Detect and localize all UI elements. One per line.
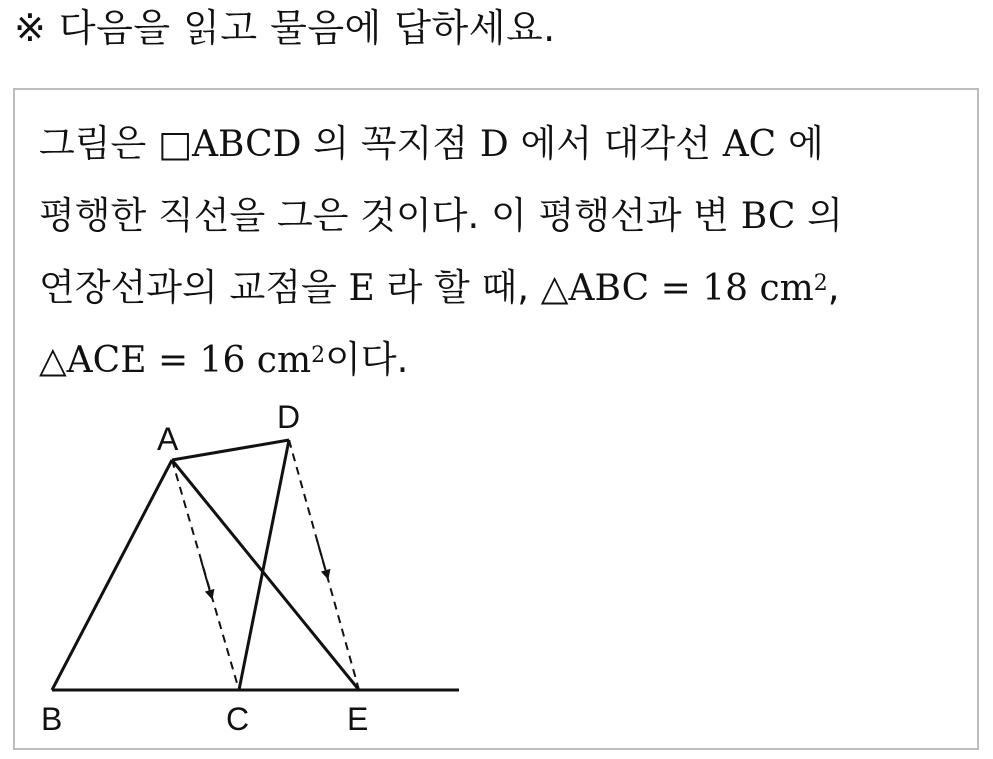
area-abc-text: △ABC = 18 cm	[540, 268, 814, 309]
problem-line-4	[39, 324, 969, 396]
text-segment: 에	[776, 122, 824, 165]
arrow-ac	[201, 560, 211, 595]
label-b: B	[41, 701, 63, 737]
area-ace-text: △ACE = 16 cm	[39, 340, 312, 381]
math-segment-bc: BC	[740, 196, 796, 237]
segment-ae	[172, 460, 359, 690]
side-ab	[52, 460, 172, 690]
side-dc	[239, 440, 289, 690]
label-d: D	[277, 399, 301, 435]
text-segment: 이다.	[325, 338, 409, 381]
label-e: E	[347, 701, 369, 737]
text-segment: 연장선과의 교점을	[39, 266, 349, 309]
math-quadrilateral-abcd: □ABCD	[158, 124, 302, 165]
math-point-d: D	[479, 124, 509, 165]
label-c: C	[226, 701, 250, 737]
problem-line-3	[39, 252, 969, 324]
math-point-e: E	[348, 268, 375, 309]
side-ad	[172, 440, 289, 460]
superscript: 2	[311, 343, 326, 368]
math-area-abc	[541, 268, 828, 309]
text-segment: ,	[827, 266, 840, 309]
text-segment: 의	[795, 194, 843, 237]
problem-text	[39, 108, 969, 396]
text-segment: 라 할 때,	[374, 266, 541, 309]
label-a: A	[157, 421, 179, 457]
text-segment: 에서 대각선	[508, 122, 723, 165]
math-segment-ac: AC	[722, 124, 777, 165]
text-segment: 의 꼭지점	[301, 122, 480, 165]
text-segment: 평행한 직선을 그은 것이다. 이 평행선과 변	[39, 194, 741, 237]
text-segment: 그림은	[39, 122, 158, 165]
math-area-ace	[39, 340, 325, 381]
problem-line-1	[39, 108, 969, 180]
geometry-figure	[27, 390, 477, 740]
instruction-text: ※ 다음을 읽고 물음에 답하세요.	[14, 6, 556, 50]
superscript: 2	[813, 271, 828, 296]
problem-line-2	[39, 180, 969, 252]
problem-box	[13, 88, 979, 750]
arrow-de	[317, 540, 327, 575]
